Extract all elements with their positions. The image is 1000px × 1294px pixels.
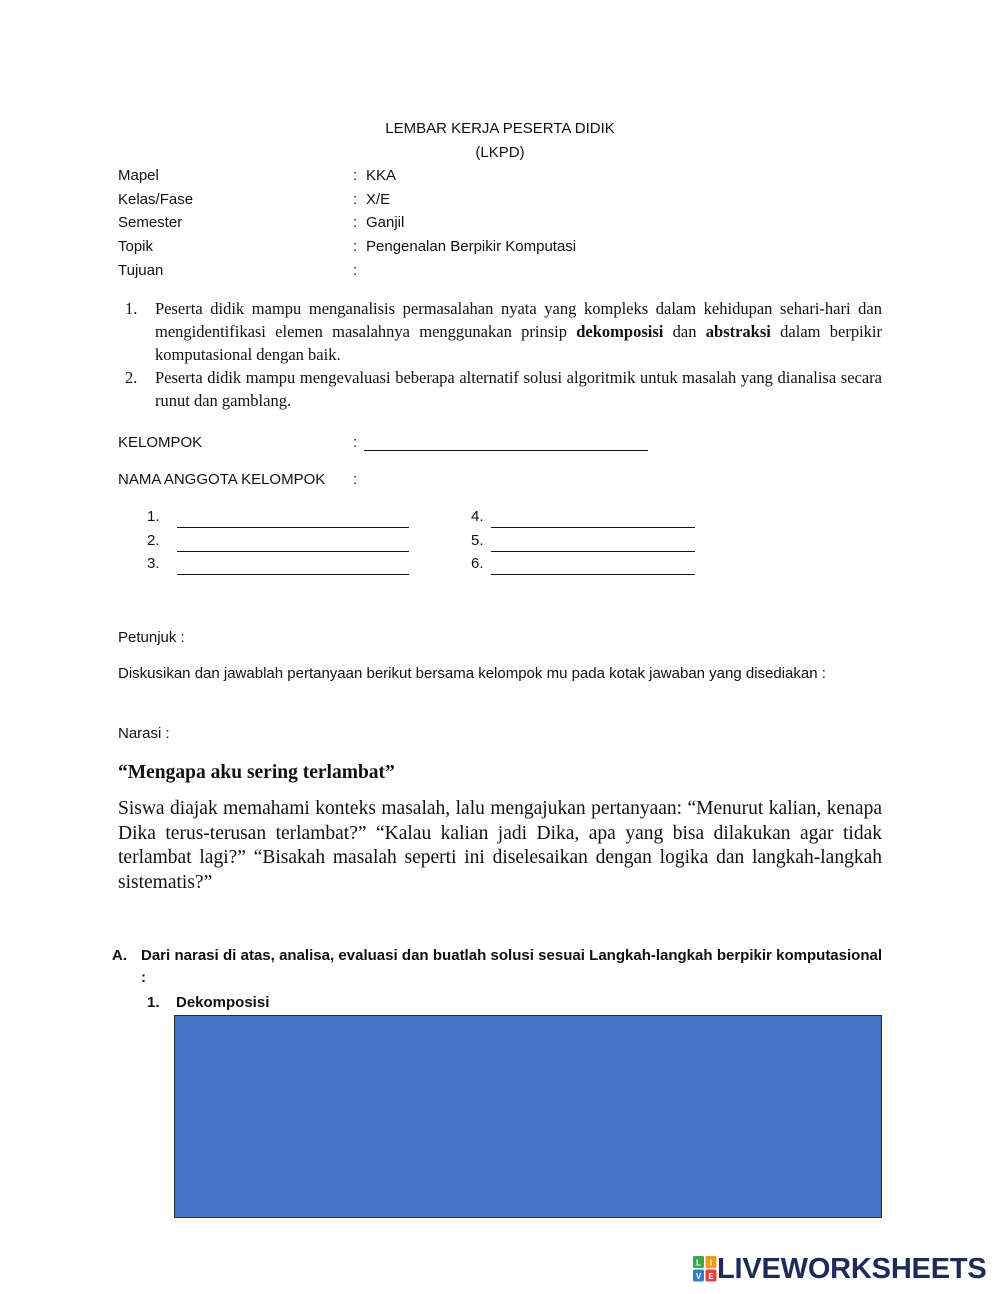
meta-value: KKA — [366, 167, 397, 184]
section-a-question: Dari narasi di atas, analisa, evaluasi dan buatlah solusi sesuai Langkah-langkah berpikir komputasional : — [141, 947, 882, 986]
member-row-6 — [471, 553, 695, 575]
meta-row-tujuan — [118, 260, 758, 283]
meta-label: Tujuan — [118, 262, 164, 279]
narasi-body: Siswa diajak memahami konteks masalah, lalu mengajukan pertanyaan: “Menurut kalian, kenapa Dika terus-terusan terlambat?” “Kalau kalian jadi Dika, apa yang bisa dilakukan agar tidak terlambat lagi?” “Bisakah masalah seperti ini diselesaikan dengan logika dan langkah-langkah sistematis?” — [118, 798, 882, 893]
meta-label: Kelas/Fase — [118, 191, 194, 208]
meta-row-topik — [118, 236, 758, 259]
member-row-3 — [147, 553, 409, 575]
narasi-label: Narasi : — [118, 725, 170, 742]
meta-label: Mapel — [118, 167, 159, 184]
kelompok-label: KELOMPOK — [118, 434, 203, 451]
member-input-line[interactable] — [177, 535, 409, 552]
petunjuk-text: Diskusikan dan jawablah pertanyaan berikut bersama kelompok mu pada kotak jawaban yang disediakan : — [118, 665, 826, 682]
kelompok-row — [118, 432, 758, 455]
member-row-2 — [147, 530, 409, 552]
liveworksheets-logo-text: LIVEWORKSHEETS — [717, 1253, 987, 1285]
member-input-line[interactable] — [491, 558, 695, 575]
meta-row-semester — [118, 212, 758, 235]
goal-item-2 — [125, 366, 882, 412]
goal-number: 1. — [125, 299, 138, 318]
member-input-line[interactable] — [177, 511, 409, 528]
meta-colon: : — [353, 262, 358, 279]
liveworksheets-logo-icon — [693, 1256, 717, 1282]
goal-text: Peserta didik mampu mengevaluasi beberapa alternatif solusi algoritmik untuk masalah yang dianalisa secara runut dan gamblang. — [155, 368, 882, 410]
kelompok-colon: : — [353, 434, 358, 451]
narasi-title: “Mengapa aku sering terlambat” — [118, 762, 395, 783]
member-number: 1. — [147, 508, 160, 525]
meta-label: Semester — [118, 214, 183, 231]
meta-value: Pengenalan Berpikir Komputasi — [366, 238, 577, 255]
svg-text:E: E — [708, 1272, 714, 1282]
anggota-row — [118, 469, 758, 492]
meta-row-kelas — [118, 189, 758, 212]
meta-value: Ganjil — [366, 214, 405, 231]
svg-text:V: V — [695, 1272, 702, 1282]
goal-bold-term: dekomposisi — [576, 322, 664, 341]
petunjuk-label: Petunjuk : — [118, 629, 185, 646]
member-input-line[interactable] — [491, 535, 695, 552]
meta-label: Topik — [118, 238, 154, 255]
section-a-letter: A. — [112, 947, 127, 964]
goal-text — [155, 297, 882, 366]
meta-value: X/E — [366, 191, 391, 208]
member-input-line[interactable] — [177, 558, 409, 575]
goal-number: 2. — [125, 368, 138, 387]
member-number: 3. — [147, 555, 160, 572]
liveworksheets-logo — [693, 1254, 987, 1284]
meta-colon: : — [353, 238, 358, 255]
meta-colon: : — [353, 191, 358, 208]
goal-text-part: dalam berpikir komputasional dengan baik. — [155, 322, 882, 364]
member-number: 5. — [471, 532, 484, 549]
member-row-1 — [147, 506, 409, 528]
anggota-colon: : — [353, 471, 358, 488]
meta-colon: : — [353, 214, 358, 231]
meta-row-mapel — [118, 165, 758, 188]
answer-box-dekomposisi[interactable] — [174, 1015, 882, 1218]
subitem-number: 1. — [147, 994, 160, 1011]
member-row-5 — [471, 530, 695, 552]
anggota-label: NAMA ANGGOTA KELOMPOK — [118, 471, 326, 488]
member-input-line[interactable] — [491, 511, 695, 528]
goal-item-1 — [125, 297, 882, 366]
meta-colon: : — [353, 167, 358, 184]
worksheet-title: LEMBAR KERJA PESERTA DIDIK — [385, 120, 615, 137]
svg-text:I: I — [709, 1258, 713, 1268]
goal-bold-term: abstraksi — [705, 322, 771, 341]
subitem-label-dekomposisi: Dekomposisi — [176, 994, 270, 1011]
member-number: 6. — [471, 555, 484, 572]
member-row-4 — [471, 506, 695, 528]
worksheet-subtitle: (LKPD) — [475, 144, 525, 161]
member-number: 2. — [147, 532, 160, 549]
svg-text:L: L — [696, 1258, 701, 1268]
goal-text-part: Peserta didik mampu menganalisis permasalahan nyata yang kompleks dalam kehidupan sehari-hari dan mengidentifikasi elemen masalahnya menggunakan prinsip — [155, 299, 882, 341]
member-number: 4. — [471, 508, 484, 525]
goal-text-part: dan — [663, 322, 706, 341]
kelompok-input-line[interactable] — [364, 432, 648, 451]
